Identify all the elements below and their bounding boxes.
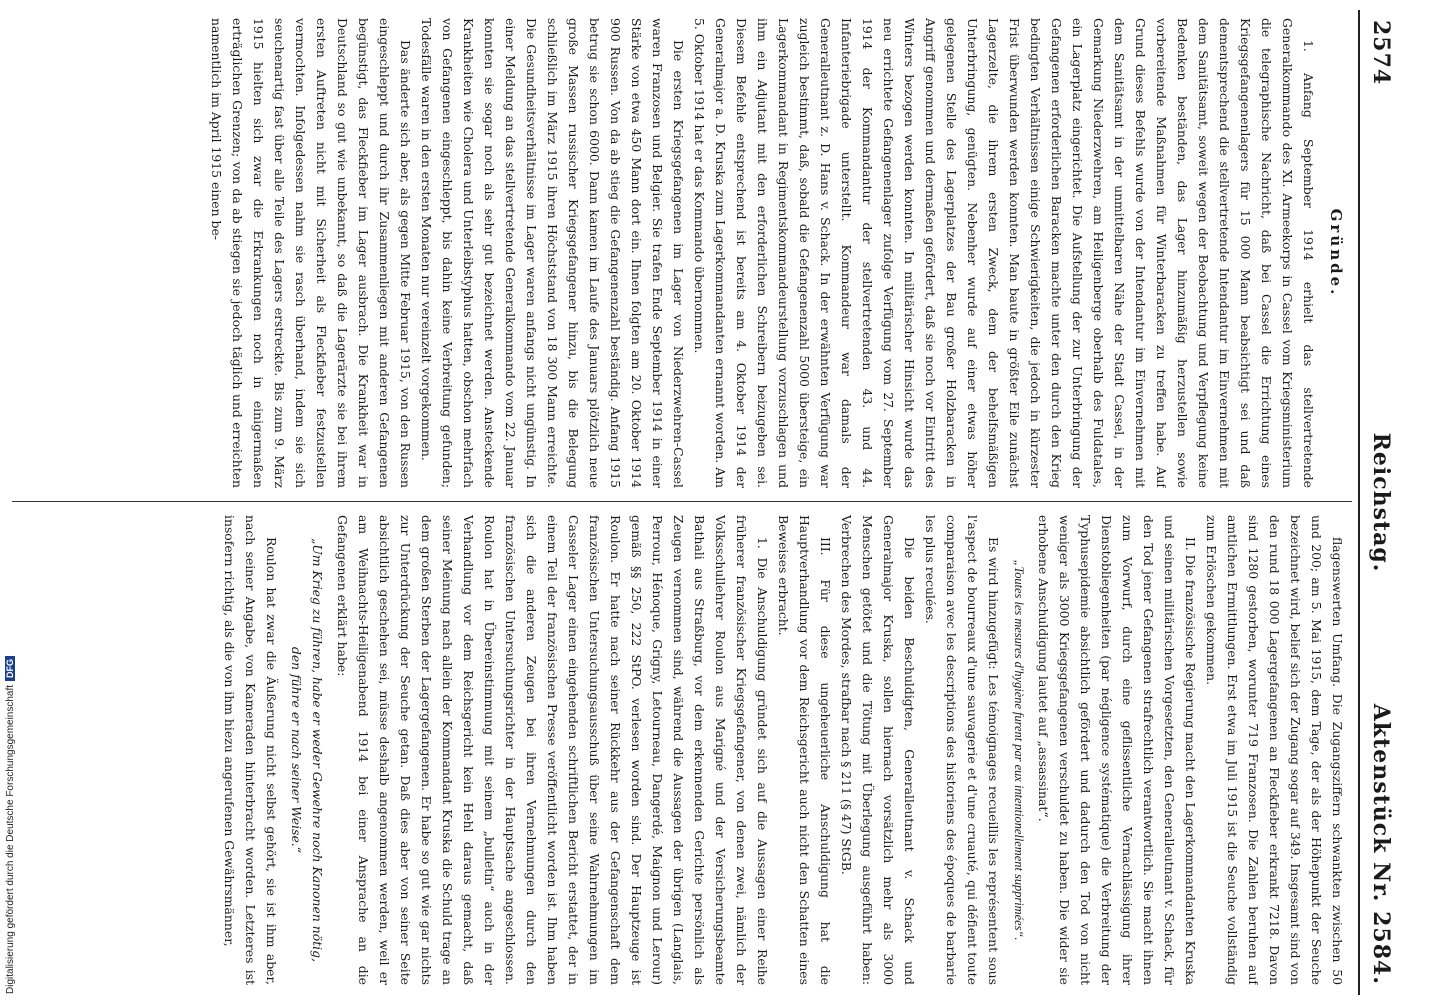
page-number: 2574 bbox=[1368, 20, 1394, 86]
header-center-title: Reichstag. bbox=[1368, 432, 1394, 573]
paragraph: Es wird hinzugefügt: Les témoignages recueillis les représentent sous l'aspect de bourreaux d'une sauvagerie et d'une cruauté, qui défient toute comparaison avec les descriptions des historiens des époques de barbarie les plus reculées. bbox=[923, 515, 1001, 985]
paragraph: 1. Die Anschuldigung gründet sich auf die Aussagen einer Reihe früherer französischer Kriegsgefangener, von denen zwei, nämlich der Volksschullehrer Roulon aus Marigné und der Versicherungsbeamte Bathali aus Straßburg, vor dem erkennenden Gerichte persönlich als Zeugen vernommen sind, während die Aussagen der übrigen (Langlais, Perrour, Hénoque, Grigny, Letourneau, Dangerdé, Maignon und Lerour) gemäß §§ 250, 222 StPO. verlesen worden sind. Der Hauptzeuge ist Roulon. Er hatte nach seiner Rückkehr aus der Gefangenschaft dem französischen Untersuchungsausschuß über seine Wahrnehmungen im Casseler Lager einen eingehenden schriftlichen Bericht erstattet, der in einem Teil der französischen Presse veröffentlicht worden ist. Ihm haben sich die anderen Zeugen bei ihren Vernehmungen durch den französischen Untersuchungsrichter in der Hauptsache angeschlossen. Roulon hat in Übereinstimmung mit seinem „bulletin“ auch in der Verhandlung vor dem Reichsgericht kein Hehl daraus gemacht, daß seiner Meinung nach allein der Kommandant Kruska die Schuld trage an dem großen Sterben der Lagergefangenen. Er habe so gut wie gar nichts zur Unterdrückung der Seuche getan. Daß dies aber von seiner Seite absichtlich geschehen sei, müsse deshalb angenommen werden, weil er am Weihnachts-Heiligenabend 1914 bei einer Ansprache an die Gefangenen erklärt habe: bbox=[335, 515, 770, 985]
paragraph: Roulon hat zwar die Äußerung nicht selbst gehört, sie ist ihm aber, nach seiner Angabe, von Kameraden hinterbracht worden. Letzteres ist insofern richtig, als die von ihm hiezu angerufenen Gewährsmänner, bbox=[222, 515, 279, 985]
paragraph: II. Die französische Regierung macht den Lagerkommandanten Kruska und seinen militärischen Vorgesetzten, den Generalleutnant v. Schack, für den Tod jener Gefangenen strafrechtlich verantwortlich. Sie macht ihnen zum Vorwurf, durch eine geflissentliche Vernachlässigung ihrer Dienstobliegenheiten (par négligence systématique) die Verbreitung der Typhusepidemie absichtlich gefördert und dadurch den Tod von nicht weniger als 3000 Kriegsgefangenen verschuldet zu haben. Die wider sie erhobene Anschuldigung lautet auf „assassinat“. bbox=[1036, 515, 1198, 985]
credit-text: Digitalisierung gefördert durch die Deutsche Forschungsgemeinschaft bbox=[5, 684, 16, 994]
paragraph: Das änderte sich aber, als gegen Mitte Februar 1915, von den Russen eingeschleppt und durch ihr Zusammenliegen mit anderen Gefangenen begünstigt, das Fleckfieber im Lager ausbrach. Die Krankheit war in Deutschland so gut wie unbekannt, so daß die Lagerärzte sie bei ihrem ersten Auftreten nicht mit Sicherheit als Fleckfieber festzustellen vermochten. Infolgedessen nahm sie rasch überhand, indem sie sich seuchenartig fast über alle Teile des Lagers erstreckte. Bis zum 9. März 1915 hielten sich zwar die Erkrankungen noch in einigermaßen erträglichen Grenzen; von da ab stiegen sie jedoch täglich und erreichten namentlich im April 1915 einen be- bbox=[209, 18, 413, 488]
page-header bbox=[1358, 10, 1400, 995]
dfg-logo: DFG bbox=[5, 656, 15, 681]
paragraph: Die beiden Beschuldigten, Generalleutnant v. Schack und Generalmajor Kruska, sollen hiernach vorsätzlich mehr als 3000 Menschen getötet und die Tötung mit Überlegung ausgeführt haben: Verbrechen des Mordes, strafbar nach § 211 (§ 47) StGB. bbox=[839, 515, 917, 985]
paragraph: 1. Anfang September 1914 erhielt das stellvertretende Generalkommando des XI. Armeekorps in Cassel vom Kriegsministerium die telegraphische Nachricht, daß bei Cassel die Errichtung eines Kriegsgefangenenlagers für 15 000 Mann beabsichtigt sei und daß dementsprechend die stellvertretende Intendantur im Einvernehmen mit dem Sanitätsamt, soweit wegen der Beobachtung und Verpflegung keine Bedenken beständen, das Lager hinzumäßig herzustellen sowie vorbereitende Maßnahmen für Winterbaracken zu treffen habe. Auf Grund dieses Befehls wurde von der Intendantur im Einvernehmen mit dem Sanitätsamt in der unmittelbaren Nähe der Stadt Cassel, in der Gemarkung Niederzwehren, am Heiligenberge oberhalb des Fuldatales, ein Lagerplatz eingerichtet. Die Aufstellung der zur Unterbringung der Gefangenen erforderlichen Baracken machte unter den durch den Krieg bedingten Verhältnissen einige Schwierigkeiten, die jedoch in kürzester Frist überwunden werden konnten. Man baute in größter Eile zunächst Lagerzelte, die ihrem ersten Zweck, dem der behelfsmäßigen Unterbringung, genügten. Nebenher wurde auf einer etwas höher gelegenen Stelle des Lagerplatzes der Bau großer Holzbaracken in Angriff genommen und dermaßen gefördert, daß sie noch vor Eintritt des Winters bezogen werden konnten. In militärischer Hinsicht wurde das neu errichtete Gefangenenlager zufolge Verfügung vom 27. September 1914 der Kommandantur der stellvertretenden 43. und 44. Infanteriebrigade unterstellt. Kommandeur war damals der Generalleutnant z. D. Hans v. Schack. In der erwähnten Verfügung war zugleich bestimmt, daß, sobald die Gefangenenzahl 5000 übersteige, ein Lagerkommandant in Regimentskommandeurstellung vorzuschlagen und ihm ein Adjutant mit den erforderlichen Schreibern beizugeben sei. Diesem Befehle entsprechend ist bereits am 4. Oktober 1914 der Generalmajor a. D. Kruska zum Lagerkommandanten ernannt worden. Am 5. Oktober 1914 hat er das Kommando übernommen. bbox=[692, 18, 1316, 488]
paragraph: flagenswerten Umfang. Die Zugangsziffern schwankten zwischen 50 und 200; am 5. Mai 1915, dem Tage, der als der Höhepunkt der Seuche bezeichnet wird, belief sich der Zugang sogar auf 349. Insgesamt sind von den rund 18 000 Lagergefangenen an Fleckfieber erkrankt 7218. Davon sind 1280 gestorben, worunter 719 Franzosen. Die Zahlen beruhen auf amtlichen Ermittlungen. Erst etwa im Juli 1915 ist die Seuche vollständig zum Erlöschen gekommen. bbox=[1204, 515, 1345, 985]
french-quote: „Toutes les mesures d'hygiène furent par eux intentionellement supprimées“. bbox=[1012, 559, 1026, 941]
quoted-statement: „Um Krieg zu führen, habe er weder Gewehre noch Kanonen nötig, den führe er nach seiner Weise.“ bbox=[289, 537, 325, 963]
left-column bbox=[18, 18, 1348, 488]
digitization-credit bbox=[2, 394, 18, 994]
document-number: Aktenstück Nr. 2584. bbox=[1368, 703, 1394, 985]
paragraph: Die ersten Kriegsgefangenen im Lager von Niederzwehren-Cassel waren Franzosen und Belgier. Sie trafen Ende September 1914 in einer Stärke von etwa 450 Mann dort ein. Ihnen folgten am 20. Oktober 1914 900 Russen. Von da ab stieg die Gefangenenzahl beständig. Anfang 1915 betrug sie schon 6000. Dann kamen im Laufe des Januars plötzlich neue große Massen russischer Kriegsgefangener hinzu, bis die Belegung schließlich im März 1915 ihren Höchststand von 18 300 Mann erreichte. Die Gesundheitsverhältnisse im Lager waren anfangs nicht ungünstig. In einer Meldung an das stellvertretende Generalkommando vom 22. Januar konnten sie sogar noch als sehr gut bezeichnet werden. Ansteckende Krankheiten wie Cholera und Unterleibstyphus hatten, obschon mehrfach von Gefangenen eingeschleppt, bis dahin keine Verbreitung gefunden; Todesfälle waren in den ersten Monaten nur vereinzelt vorgekommen. bbox=[419, 18, 686, 488]
paragraph: III. Für diese ungeheuerliche Anschuldigung hat die Hauptverhandlung vor dem Reichsgericht auch nicht den Schatten eines Beweises erbracht. bbox=[776, 515, 833, 985]
rotated-document-page bbox=[0, 10, 1400, 995]
right-column bbox=[18, 515, 1348, 985]
column-divider bbox=[12, 501, 1352, 502]
section-heading: Gründe. bbox=[1327, 208, 1345, 298]
digitization-credit-text bbox=[5, 656, 16, 994]
